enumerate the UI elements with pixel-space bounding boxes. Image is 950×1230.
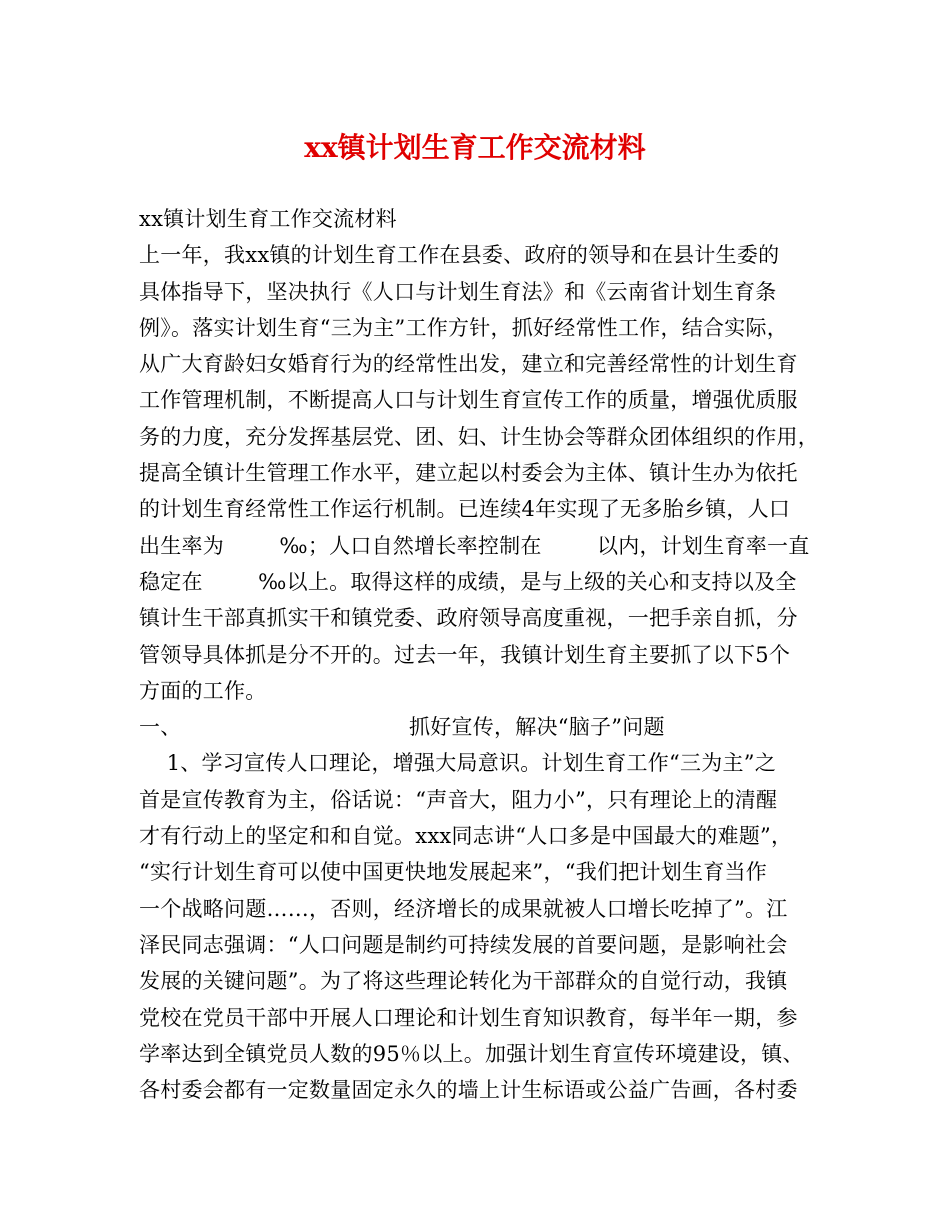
body-line: 上一年，我xx镇的计划生育工作在县委、政府的领导和在县计生委的 [139,243,780,268]
body-line: 务的力度，充分发挥基层党、团、妇、计生协会等群众团体组织的作用， [139,424,819,449]
body-line: 镇计生干部真抓实干和镇党委、政府领导高度重视，一把手亲自抓，分 [139,606,798,631]
body-line: 党校在党员干部中开展人口理论和计划生育知识教育，每半年一期，参 [139,1005,798,1030]
body-line: 稳定在 ‰以上。取得这样的成绩，是与上级的关心和支持以及全 [139,569,797,594]
document-title: xx镇计划生育工作交流材料 [304,131,646,164]
section-heading: 抓好宣传，解决“脑子”问题 [409,715,665,740]
body-line: 才有行动上的坚定和和自觉。xxx同志讲“人口多是中国最大的难题”， [139,824,793,849]
body-line: 的计划生育经常性工作运行机制。已连续4年实现了无多胎乡镇，人口 [139,497,791,522]
body-line: 管领导具体抓是分不开的。过去一年，我镇计划生育主要抓了以下5个 [139,642,791,667]
body-line: 1、学习宣传人口理论，增强大局意识。计划生育工作“三为主”之 [139,751,777,776]
body-line: 提高全镇计生管理工作水平，建立起以村委会为主体、镇计生办为依托 [139,461,798,486]
body-line: 各村委会都有一定数量固定永久的墙上计生标语或公益广告画，各村委 [139,1078,798,1103]
body-line: 泽民同志强调：“人口问题是制约可持续发展的首要问题，是影响社会 [139,932,788,957]
body-line: 例》。落实计划生育“三为主”工作方针，抓好经常性工作，结合实际， [139,315,788,340]
body-line: 学率达到全镇党员人数的95％以上。加强计划生育宣传环境建设，镇、 [139,1041,804,1066]
body-line: 工作管理机制，不断提高人口与计划生育宣传工作的质量，增强优质服 [139,388,798,413]
body-line: xx镇计划生育工作交流材料 [139,207,397,231]
body-line: 首是宣传教育为主，俗话说：“声音大，阻力小”，只有理论上的清醒 [139,787,778,812]
body-line: “实行计划生育可以使中国更快地发展起来”，“我们把计划生育当作 [139,860,767,885]
section-number: 一、 [139,715,182,740]
section-heading-line [139,709,839,745]
body-line: 一个战略问题……，否则，经济增长的成果就被人口增长吃掉了”。江 [139,896,788,921]
document-body [139,201,839,1108]
body-line: 方面的工作。 [139,678,267,703]
body-line: 出生率为 ‰；人口自然增长率控制在 以内，计划生育率一直 [139,533,810,558]
body-line: 发展的关键问题”。为了将这些理论转化为干部群众的自觉行动，我镇 [139,969,788,994]
body-line: 从广大育龄妇女婚育行为的经常性出发，建立和完善经常性的计划生育 [139,352,798,377]
body-line: 具体指导下，坚决执行《人口与计划生育法》和《云南省计划生育条 [139,279,777,304]
